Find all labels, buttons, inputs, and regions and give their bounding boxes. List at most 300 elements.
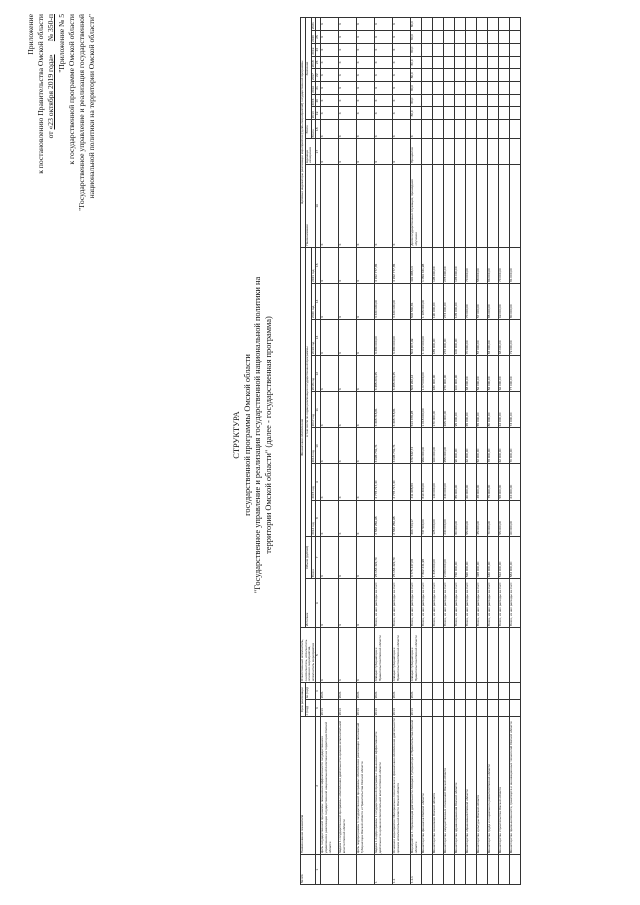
row-indicator-year: X [339, 31, 357, 44]
row-year-value: 1 102 000,00 [422, 319, 433, 355]
appendix-line: национальной политики на территории Омской области" [87, 14, 97, 199]
row-indicator-total: X [357, 120, 375, 139]
column-number: 15 [316, 247, 321, 283]
row-year-value: 3 480 000,00 [393, 319, 411, 355]
column-number: 14 [316, 283, 321, 319]
header-years-caption: в том числе по годам реализации государственной программы [305, 247, 311, 536]
row-year-value: 55 000,00 [466, 500, 477, 536]
row-term-from: 2014 [321, 700, 339, 717]
row-year-value: 2 532 256,98 [375, 500, 393, 536]
row-year-value: 3 152 777,35 [375, 247, 393, 283]
row-source: Всего, из них расходы за счет: [444, 579, 455, 628]
row-year-value: 230 000,00 [444, 500, 455, 536]
row-year-value: 77 000,00 [510, 356, 521, 392]
row-indicator-unit: X [393, 139, 411, 164]
row-indicator-year [499, 18, 510, 31]
row-year-value: 3 095 731,71 [393, 428, 411, 464]
row-indicator-year: X [321, 31, 339, 44]
row-source: Всего, из них расходы за счет: [375, 579, 393, 628]
table-row [393, 18, 411, 885]
structure-table [300, 17, 521, 885]
row-executor [510, 627, 521, 682]
row-indicator-year: X [375, 82, 393, 95]
row-indicator-year [510, 56, 521, 69]
row-year-value: 3 420 020,00 [375, 283, 393, 319]
row-indicator-year: 80,0 [411, 82, 422, 95]
row-year-value: X [357, 500, 375, 536]
row-indicator-year [455, 43, 466, 56]
header-year: 2020 год [311, 283, 316, 319]
column-number: 18 [316, 120, 321, 139]
row-total: X [357, 536, 375, 578]
row-year-value: X [357, 283, 375, 319]
row-year-value: 81 000,00 [510, 247, 521, 283]
column-number: 7 [316, 536, 321, 578]
table-row [422, 18, 433, 885]
row-year-value: X [321, 356, 339, 392]
row-total: 640 000,00 [488, 536, 499, 578]
column-number: 19 [316, 107, 321, 120]
row-indicator-year [466, 56, 477, 69]
row-year-value: 190 000,00 [433, 283, 444, 319]
row-indicator-year: 80,0 [411, 31, 422, 44]
column-number: 22 [316, 69, 321, 82]
row-year-value: 86 000,00 [488, 247, 499, 283]
row-year-value: 508 262,12 [411, 356, 422, 392]
row-indicator [499, 164, 510, 247]
row-indicator-year [444, 18, 455, 31]
row-indicator-year: X [321, 69, 339, 82]
row-year-value: 70 000,00 [466, 247, 477, 283]
table-row [321, 18, 339, 885]
row-indicator-unit [499, 139, 510, 164]
row-indicator: X [357, 164, 375, 247]
row-indicator-year: X [393, 18, 411, 31]
table-row [488, 18, 499, 885]
row-indicator-year: X [393, 82, 411, 95]
row-indicator-unit: X [321, 139, 339, 164]
row-indicator-total: X [411, 120, 422, 139]
row-year-value: 185 000,00 [433, 319, 444, 355]
row-year-value: 90 000,00 [455, 428, 466, 464]
header-ind-year: 2020 [311, 31, 316, 44]
row-year-value: 125 000,00 [433, 500, 444, 536]
row-year-value: 78 000,00 [488, 428, 499, 464]
row-indicator-year [466, 107, 477, 120]
row-indicator-year [444, 82, 455, 95]
row-indicator-year [488, 18, 499, 31]
row-indicator-year: 80,0 [411, 94, 422, 107]
header-indicator: Целевые индикаторы реализации мероприятия (группы мероприятий) государственной программы [301, 18, 306, 248]
column-number: 23 [316, 56, 321, 69]
row-year-value: X [339, 283, 357, 319]
row-year-value: X [321, 283, 339, 319]
row-year-value: 58 000,00 [499, 464, 510, 500]
row-term-from: 2014 [339, 700, 357, 717]
row-year-value: 2 778 717,40 [375, 464, 393, 500]
row-indicator-unit: X [357, 139, 375, 164]
row-indicator-year: X [321, 56, 339, 69]
row-executor: Аппарат Губернатора и Правительства Омской области [375, 627, 393, 682]
row-indicator-year: X [393, 107, 411, 120]
column-number: 21 [316, 82, 321, 95]
row-executor: X [339, 627, 357, 682]
row-year-value: X [339, 319, 357, 355]
row-year-value: 82 000,00 [488, 356, 499, 392]
row-year-value: 79 000,00 [510, 319, 521, 355]
row-indicator-year [510, 82, 521, 95]
row-indicator-total [455, 120, 466, 139]
row-indicator-year [499, 82, 510, 95]
column-number: 5 [316, 627, 321, 682]
header-num: № п/п [301, 855, 316, 885]
row-name: Министерство промышленности, транспорта и инновационных технологий Омской области [510, 717, 521, 855]
column-number: 25 [316, 31, 321, 44]
row-year-value: 80 000,00 [510, 283, 521, 319]
row-year-value: 2 778 717,40 [393, 464, 411, 500]
row-indicator-year: X [375, 69, 393, 82]
row-year-value: 180 000,00 [433, 356, 444, 392]
row-year-value: 100 000,00 [455, 356, 466, 392]
row-year-value: 1 059 441,98 [422, 247, 433, 283]
appendix-block [26, 14, 97, 484]
row-year-value: 45 000,00 [477, 500, 488, 536]
table-row [477, 18, 488, 885]
table-row [357, 18, 375, 885]
row-year-value: X [357, 356, 375, 392]
row-year-value: 70 000,00 [499, 247, 510, 283]
row-term-to [455, 683, 466, 700]
row-indicator-year: X [357, 82, 375, 95]
row-source: Всего, из них расходы за счет: [499, 579, 510, 628]
row-num [444, 855, 455, 885]
row-year-value: 411 905,83 [411, 464, 422, 500]
row-year-value: 62 000,00 [466, 428, 477, 464]
row-num [321, 855, 339, 885]
row-executor [422, 627, 433, 682]
row-term-to [477, 683, 488, 700]
row-indicator [433, 164, 444, 247]
row-year-value: 73 000,00 [510, 392, 521, 428]
row-indicator-year: X [339, 107, 357, 120]
row-term-to [466, 683, 477, 700]
row-term-to [422, 683, 433, 700]
column-number: 3 [316, 700, 321, 717]
row-name: Министерство культуры Омской области [477, 717, 488, 855]
row-year-value: X [321, 428, 339, 464]
row-year-value: X [339, 464, 357, 500]
row-indicator-year: X [339, 69, 357, 82]
row-year-value: 70 000,00 [466, 319, 477, 355]
row-source: Всего, из них расходы за счет: [466, 579, 477, 628]
row-indicator-total: X [393, 120, 411, 139]
row-year-value: 140 000,00 [433, 464, 444, 500]
row-indicator-year [477, 107, 488, 120]
row-indicator-year: X [375, 56, 393, 69]
row-year-value: 66 000,00 [499, 356, 510, 392]
row-term-from [422, 700, 433, 717]
row-year-value: 503 007,99 [411, 319, 422, 355]
table-body [321, 18, 521, 885]
appendix-line: "Приложение № 5 [56, 14, 66, 73]
row-indicator-year [488, 56, 499, 69]
row-indicator-year [477, 43, 488, 56]
row-indicator-year: X [393, 31, 411, 44]
row-executor: Аппарат Губернатора и Правительства Омской области [411, 627, 422, 682]
row-total: 25 153 422,70 [375, 536, 393, 578]
row-term-from [499, 700, 510, 717]
row-indicator-year [510, 18, 521, 31]
header-ind-unit: Единица измерения [305, 139, 316, 164]
row-total: X [321, 536, 339, 578]
row-indicator-year: X [357, 107, 375, 120]
header-name: Наименование показателя [301, 717, 316, 855]
row-year-value: 3 420 020,00 [393, 283, 411, 319]
row-year-value: X [321, 464, 339, 500]
row-year-value: 68 000,00 [499, 319, 510, 355]
row-year-value: 75 000,00 [488, 464, 499, 500]
row-year-value: 491 965,14 [411, 247, 422, 283]
row-year-value: 270 000,00 [444, 356, 455, 392]
row-indicator-year [444, 69, 455, 82]
row-indicator-year [422, 82, 433, 95]
row-year-value: 85 000,00 [488, 283, 499, 319]
row-year-value: 506 540,81 [411, 283, 422, 319]
column-number: 13 [316, 319, 321, 355]
header-ind-name: Наименование [305, 164, 316, 247]
row-indicator-year [422, 43, 433, 56]
row-num [477, 855, 488, 885]
row-indicator-unit: X [339, 139, 357, 164]
row-executor [455, 627, 466, 682]
row-total: 512 000,00 [499, 536, 510, 578]
row-total: 1 345 000,00 [433, 536, 444, 578]
row-indicator-year: X [393, 56, 411, 69]
row-source: X [357, 579, 375, 628]
row-indicator-year [455, 31, 466, 44]
row-indicator-unit [510, 139, 521, 164]
column-number: 2 [316, 717, 321, 855]
row-year-value: 956 000,00 [422, 428, 433, 464]
title-line: "Государственное управление и реализация государственной национальной политики на [253, 276, 262, 594]
row-year-value: X [357, 464, 375, 500]
row-indicator-year [499, 56, 510, 69]
row-name: Цель государственной программы: повышение эффективности государственного управления и реализации государственной национальной политики на территории Омской области [321, 717, 339, 855]
title-line: территории Омской области" (далее - государственная программа) [263, 316, 273, 554]
row-indicator-year: X [339, 94, 357, 107]
column-number: 9 [316, 464, 321, 500]
row-year-value: X [339, 500, 357, 536]
row-indicator-year [455, 56, 466, 69]
row-indicator-total [488, 120, 499, 139]
header-year: 2019 год [311, 319, 316, 355]
row-indicator-year [488, 69, 499, 82]
row-name: Основное мероприятие: Материально-техническое и финансовое обеспечение деятельности органов исполнительной власти Омской области [393, 717, 411, 855]
row-indicator-year: X [357, 69, 375, 82]
row-year-value: 48 000,00 [477, 464, 488, 500]
row-year-value: 278 000,00 [444, 247, 455, 283]
row-year-value: 84 000,00 [488, 319, 499, 355]
row-year-value: 3 308 715,81 [393, 392, 411, 428]
row-indicator-unit [422, 139, 433, 164]
column-number: 11 [316, 392, 321, 428]
row-year-value: 55 000,00 [499, 500, 510, 536]
row-total: 2 083 000,00 [444, 536, 455, 578]
column-number: 4 [316, 683, 321, 700]
row-indicator-year: 80,0 [411, 107, 422, 120]
row-term-to: 2021 [339, 683, 357, 700]
row-indicator-year [422, 69, 433, 82]
row-source: X [339, 579, 357, 628]
row-indicator-year: X [375, 31, 393, 44]
header-source: Источник [305, 579, 316, 628]
row-name: Министерство экономики Омской области [433, 717, 444, 855]
row-indicator-year: X [321, 82, 339, 95]
row-year-value: 255 000,00 [444, 428, 455, 464]
row-name: Министерство образования Омской области [466, 717, 477, 855]
row-indicator-year [510, 107, 521, 120]
row-indicator-year: X [321, 94, 339, 107]
row-indicator-year [488, 107, 499, 120]
row-year-value: 70 000,00 [488, 500, 499, 536]
row-num [499, 855, 510, 885]
row-year-value: 62 000,00 [499, 428, 510, 464]
row-executor: X [321, 627, 339, 682]
row-term-to [433, 683, 444, 700]
row-num: 1 [375, 855, 393, 885]
row-term-from [433, 700, 444, 717]
row-indicator: X [375, 164, 393, 247]
row-indicator-year [466, 82, 477, 95]
row-indicator-year [444, 107, 455, 120]
row-term-from [444, 700, 455, 717]
row-year-value: 68 000,00 [466, 356, 477, 392]
row-indicator [477, 164, 488, 247]
row-term-to [488, 683, 499, 700]
row-year-value: X [357, 428, 375, 464]
row-indicator-year: X [339, 43, 357, 56]
appendix-line: Приложение [26, 14, 35, 55]
row-term-from [466, 700, 477, 717]
row-indicator-year [444, 56, 455, 69]
row-indicator-year: 80,0 [411, 56, 422, 69]
row-year-value: 105 000,00 [455, 283, 466, 319]
row-term-to: 2021 [357, 683, 375, 700]
row-year-value: 170 000,00 [433, 392, 444, 428]
header-year: 2015 год [311, 464, 316, 500]
row-year-value: 476 542,74 [411, 428, 422, 464]
row-year-value: 58 000,00 [477, 247, 488, 283]
header-ind-value: Значение [305, 18, 311, 120]
row-indicator-year [466, 69, 477, 82]
row-year-value: 3 308 715,81 [375, 392, 393, 428]
row-year-value: 65 000,00 [466, 392, 477, 428]
row-year-value: 737 500,00 [422, 500, 433, 536]
row-indicator-year: 80,0 [411, 18, 422, 31]
row-year-value: 240 000,00 [444, 464, 455, 500]
row-indicator-total [477, 120, 488, 139]
row-year-value: X [321, 319, 339, 355]
row-year-value: X [357, 392, 375, 428]
row-year-value: 1 074 000,00 [422, 356, 433, 392]
row-term-from [510, 700, 521, 717]
row-indicator-unit [488, 139, 499, 164]
row-indicator-year [477, 18, 488, 31]
row-year-value: X [357, 319, 375, 355]
row-term-to [444, 683, 455, 700]
row-year-value: 57 000,00 [477, 319, 488, 355]
row-indicator-year [433, 31, 444, 44]
row-indicator-year [433, 56, 444, 69]
row-year-value: X [321, 247, 339, 283]
header-finance: Финансовое обеспечение [301, 247, 306, 627]
row-year-value: 52 000,00 [477, 428, 488, 464]
row-num [339, 855, 357, 885]
header-term-from: с (год) [305, 700, 316, 717]
row-source: Всего, из них расходы за счет: [488, 579, 499, 628]
row-indicator-year [433, 94, 444, 107]
row-year-value: 195 000,00 [433, 247, 444, 283]
row-num [510, 855, 521, 885]
row-year-value: X [339, 356, 357, 392]
row-year-value: X [321, 500, 339, 536]
column-number: 17 [316, 139, 321, 164]
column-number: 6 [316, 579, 321, 628]
row-indicator-year [466, 43, 477, 56]
row-name: Цель подпрограммы 1 государственной программы: обеспечение реализации полномочий Губернатора Омской области и Правительства Омской области [357, 717, 375, 855]
row-year-value: 57 000,00 [477, 283, 488, 319]
row-indicator-year [477, 31, 488, 44]
row-term-to: 2021 [393, 683, 411, 700]
column-number: 10 [316, 428, 321, 464]
header-ind-year: 2021 [311, 18, 316, 31]
row-total: 7 862 241,98 [422, 536, 433, 578]
row-num [357, 855, 375, 885]
column-number: 16 [316, 164, 321, 247]
row-indicator-year [422, 56, 433, 69]
row-indicator-unit [455, 139, 466, 164]
header-total: Объем (рублей) [305, 536, 311, 578]
row-executor [466, 627, 477, 682]
row-indicator [455, 164, 466, 247]
row-executor [433, 627, 444, 682]
row-indicator-year [488, 94, 499, 107]
row-indicator-total [444, 120, 455, 139]
column-number: 24 [316, 43, 321, 56]
row-total: X [339, 536, 357, 578]
row-year-value: 64 000,00 [499, 392, 510, 428]
header-executor: Ответственный исполнитель, соисполнитель, исполнитель основного мероприятия, исполнитель мероприятия [301, 627, 316, 682]
row-indicator-unit [477, 139, 488, 164]
row-total: 584 000,00 [510, 536, 521, 578]
row-indicator-year [433, 18, 444, 31]
row-indicator-year [455, 82, 466, 95]
row-name: Министерство здравоохранения Омской области [455, 717, 466, 855]
row-num: 1.1 [393, 855, 411, 885]
row-executor [499, 627, 510, 682]
row-executor: X [357, 627, 375, 682]
row-indicator-year [499, 94, 510, 107]
row-year-value: X [339, 428, 357, 464]
row-indicator-year [422, 18, 433, 31]
column-number: 8 [316, 500, 321, 536]
row-name: Задача 1 государственной программы: обеспечение деятельности органов исполнительной власти Омской области [339, 717, 357, 855]
row-indicator-year: X [339, 56, 357, 69]
row-indicator-year: 80,0 [411, 69, 422, 82]
row-name: Министерство строительства Омской области [499, 717, 510, 855]
row-year-value: 64 000,00 [510, 464, 521, 500]
row-indicator-year [466, 18, 477, 31]
